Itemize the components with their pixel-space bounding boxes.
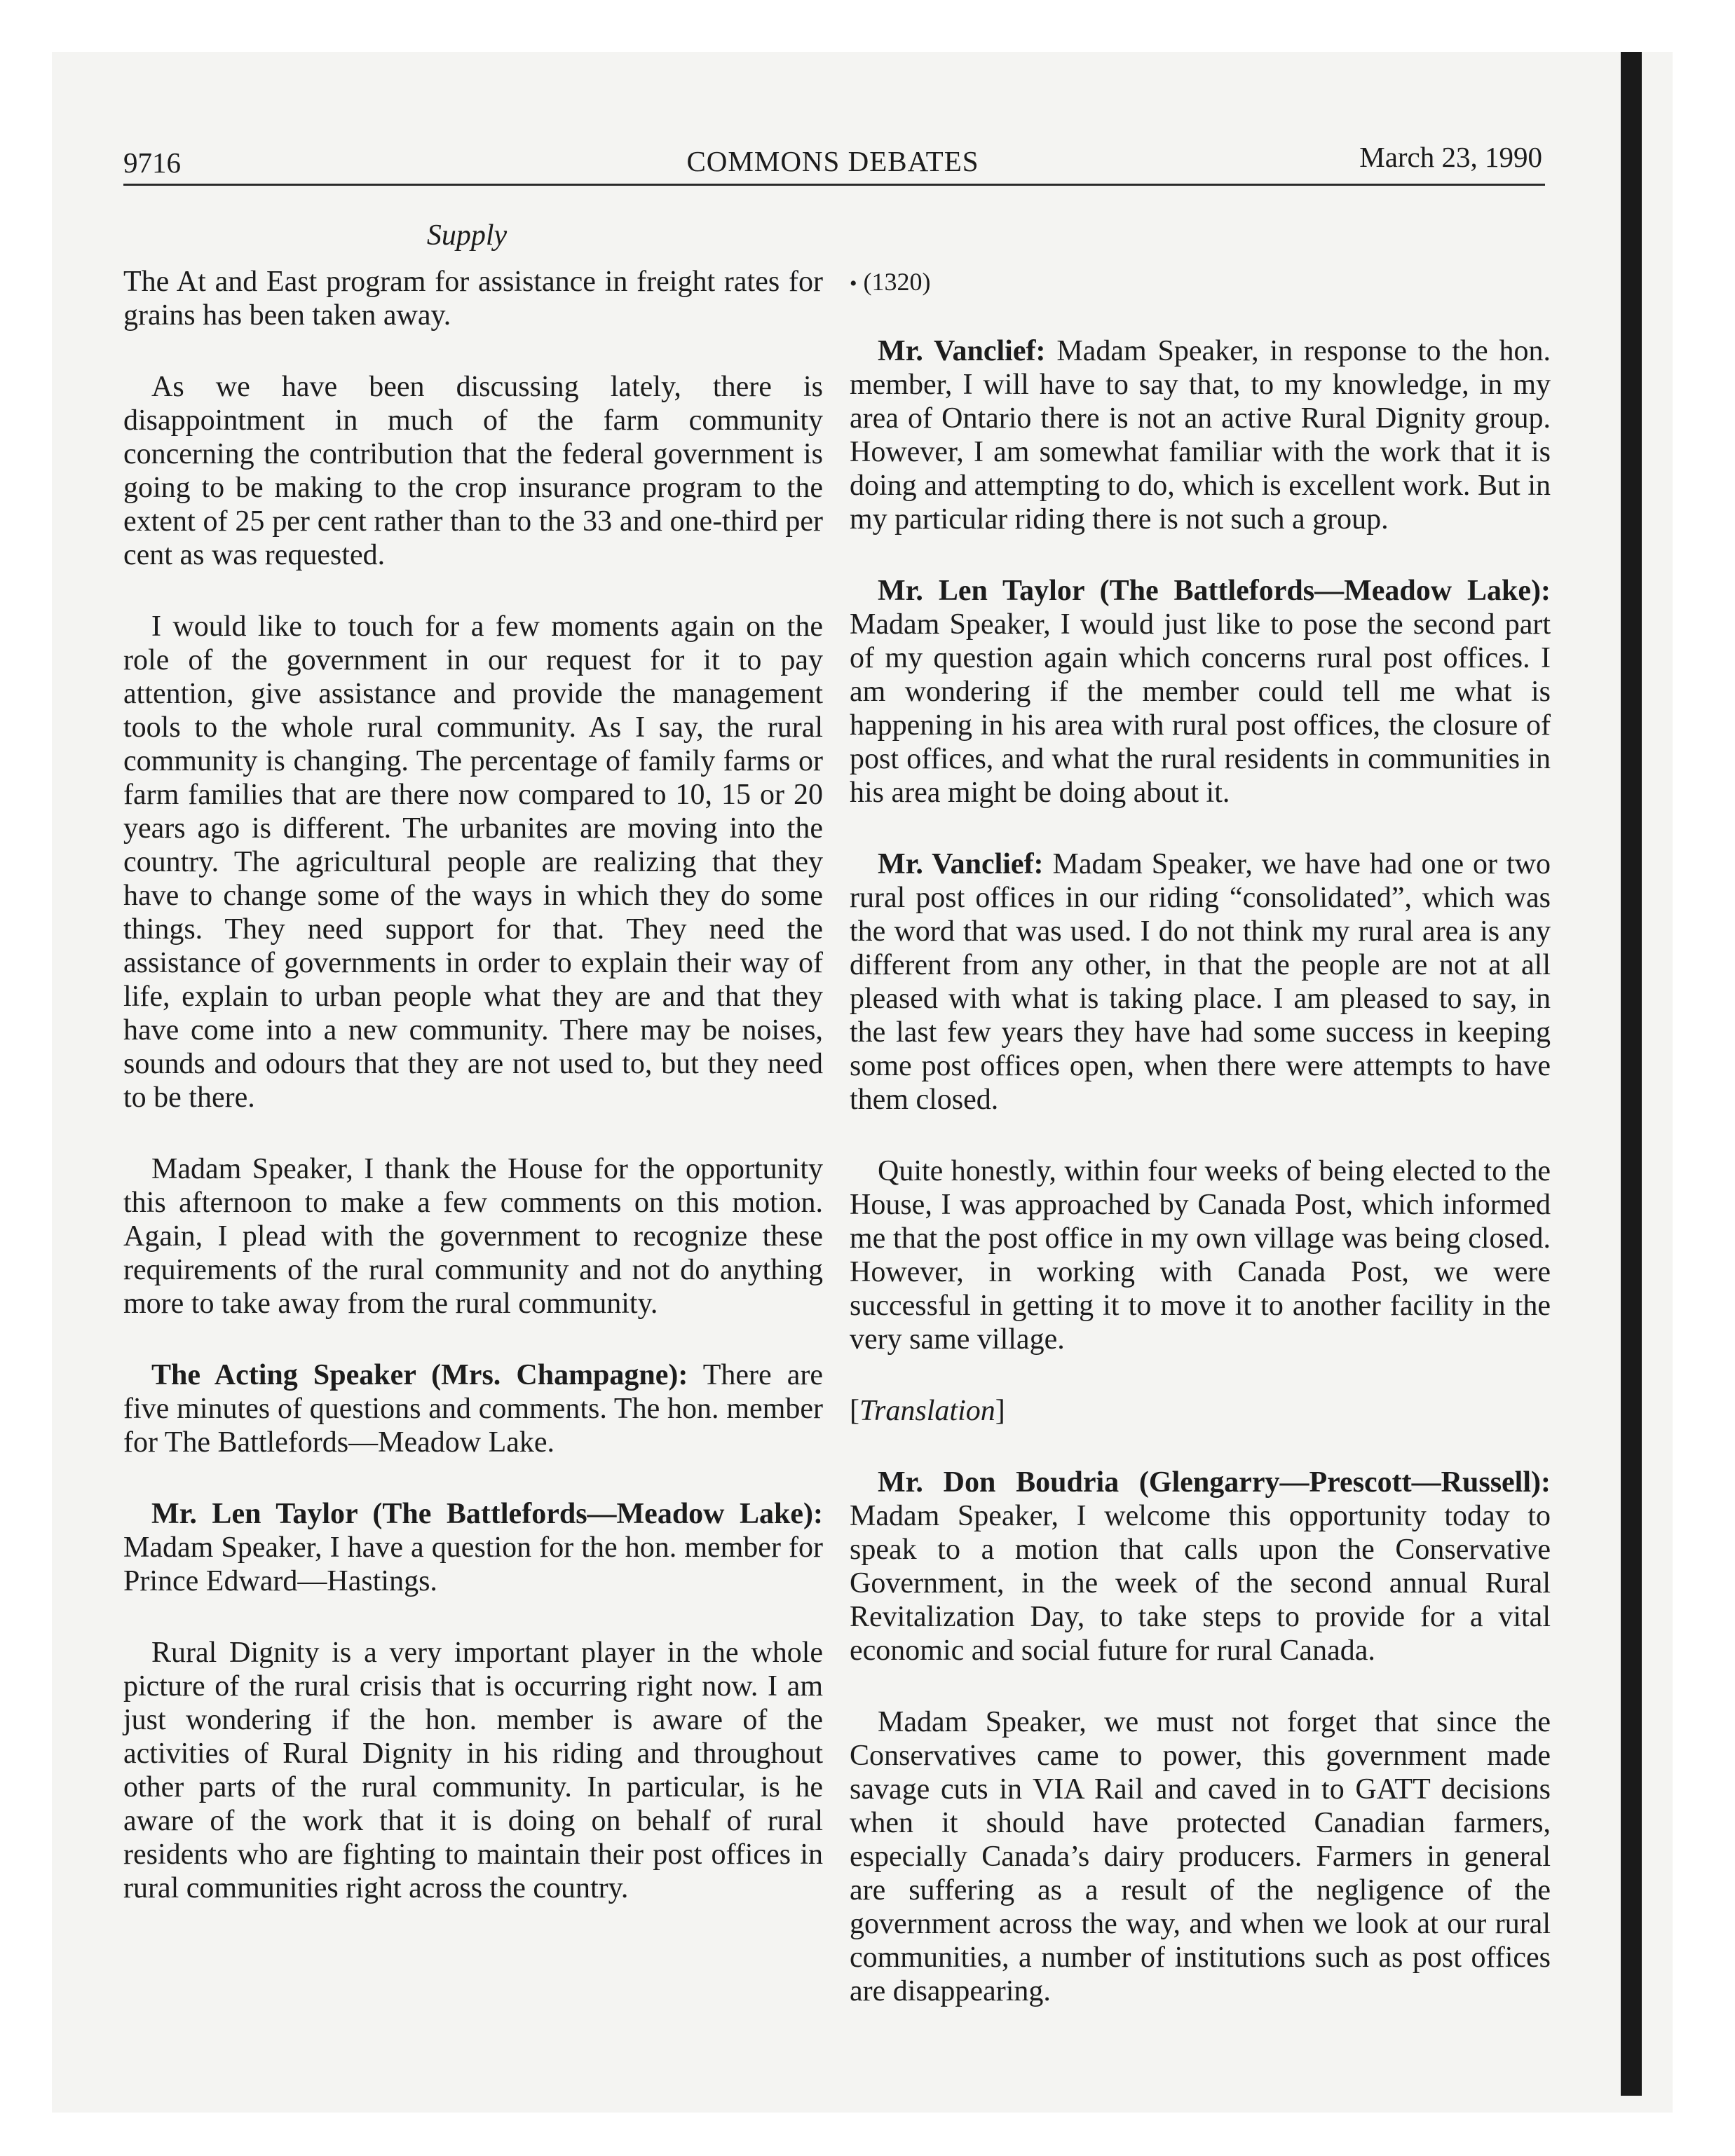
header-rule <box>123 184 1545 186</box>
speech-paragraph <box>850 334 1551 536</box>
speaker-name: Mr. Don Boudria (Glengarry—Prescott—Russell): <box>878 1466 1551 1499</box>
speaker-name: Mr. Vanclief: <box>878 848 1044 880</box>
publication-title: COMMONS DEBATES <box>686 145 979 177</box>
page-number: 9716 <box>123 146 181 179</box>
translation-word: Translation <box>859 1395 995 1427</box>
speaker-name: The Acting Speaker (Mrs. Champagne): <box>151 1359 688 1391</box>
section-title: Supply <box>426 219 508 252</box>
speech-paragraph <box>850 1466 1551 1667</box>
paragraph: As we have been discussing lately, there is disappointment in much of the farm community concerning the contribution that the federal government is going to be making to the crop insurance program to the extent of 25 per cent rather than to the 33 and one-third per cent as was requested. <box>123 371 823 571</box>
speech-text: Madam Speaker, in response to the hon. member, I will have to say that, to my knowledge, in my area of Ontario there is not an active Rural Dignity group. However, I am somewhat familiar with the work that it is doing and attempting to do, which is excellent work. But in my particular riding there is not such a group. <box>850 335 1551 535</box>
speech-text: Madam Speaker, I welcome this opportunity today to speak to a motion that calls upon the Conservative Government, in the week of the second annual Rural Revitalization Day, to take steps to provide for a vital economic and social future for rural Canada. <box>850 1500 1551 1667</box>
publication-date: March 23, 1990 <box>1359 141 1542 173</box>
time-marker <box>850 265 1551 301</box>
scan-edge-shadow <box>1621 52 1642 2096</box>
speech-paragraph <box>850 847 1551 1117</box>
speech-text: Madam Speaker, I would just like to pose the second part of my question again which concerns rural post offices. I am wondering if the member could tell me what is happening in his area with rural post offices, the closure of post offices, and what the rural residents in communities in his area might be doing about it. <box>850 608 1551 809</box>
translation-note <box>850 1394 1551 1428</box>
speaker-name: Mr. Len Taylor (The Battlefords—Meadow Lake): <box>878 575 1551 607</box>
speech-paragraph <box>850 574 1551 810</box>
bracket-close: ] <box>995 1395 1005 1427</box>
speech-paragraph <box>123 1497 823 1598</box>
bullet-icon: • <box>850 272 857 295</box>
paragraph: The At and East program for assistance in freight rates for grains has been taken away. <box>123 266 823 332</box>
paragraph: I would like to touch for a few moments again on the role of the government in our request for it to pay attention, give assistance and provide the management tools to the whole rural community. As I say, the rural community is changing. The percentage of family farms or farm families that are there now compared to 10, 15 or 20 years ago is different. The urbanites are moving into the country. The agricultural people are realizing that they have to change some of the ways in which they do some things. They need support for that. They need the assistance of governments in order to explain their way of life, explain to urban people what they are and that they have come into a new community. There may be noises, sounds and odours that they are not used to, but they need to be there. <box>123 610 823 1114</box>
bracket-open: [ <box>850 1395 859 1427</box>
speech-text: Madam Speaker, I have a question for the hon. member for Prince Edward—Hastings. <box>123 1531 823 1597</box>
speech-paragraph <box>123 1358 823 1459</box>
time-marker-text: (1320) <box>863 268 931 296</box>
paragraph: Madam Speaker, we must not forget that since the Conservatives came to power, this government made savage cuts in VIA Rail and caved in to GATT decisions when it should have protected Canadian farmers, especially Canada’s dairy producers. Farmers in general are suffering as a result of the negligence of the government across the way, and when we look at our rural communities, a number of institutions such as post offices are disappearing. <box>850 1706 1551 2007</box>
left-column <box>123 265 823 1943</box>
page-header <box>123 140 1542 182</box>
right-column <box>850 265 1551 2046</box>
speech-text: There are five minutes of questions and comments. The hon. member for The Battlefords—Meadow Lake. <box>123 1359 823 1459</box>
speech-text: Madam Speaker, we have had one or two rural post offices in our riding “consolidated”, which was the word that was used. I do not think my rural area is any different from any other, in that the people are not at all pleased with what is taking place. I am pleased to say, in the last few years they have had some success in keeping some post offices open, when there were attempts to have them closed. <box>850 848 1551 1116</box>
paragraph: Madam Speaker, I thank the House for the opportunity this afternoon to make a few comments on this motion. Again, I plead with the government to recognize these requirements of the rural community and not do anything more to take away from the rural community. <box>123 1153 823 1320</box>
speaker-name: Mr. Len Taylor (The Battlefords—Meadow Lake): <box>151 1498 823 1530</box>
paragraph: Quite honestly, within four weeks of being elected to the House, I was approached by Canada Post, which informed me that the post office in my own village was being closed. However, in working with Canada Post, we were successful in getting it to move it to another facility in the very same village. <box>850 1155 1551 1356</box>
speaker-name: Mr. Vanclief: <box>878 335 1046 367</box>
paragraph: Rural Dignity is a very important player in the whole picture of the rural crisis that is occurring right now. I am just wondering if the hon. member is aware of the activities of Rural Dignity in his riding and throughout other parts of the rural community. In particular, is he aware of the work that it is doing on behalf of rural residents who are fighting to maintain their post offices in rural communities right across the country. <box>123 1637 823 1904</box>
